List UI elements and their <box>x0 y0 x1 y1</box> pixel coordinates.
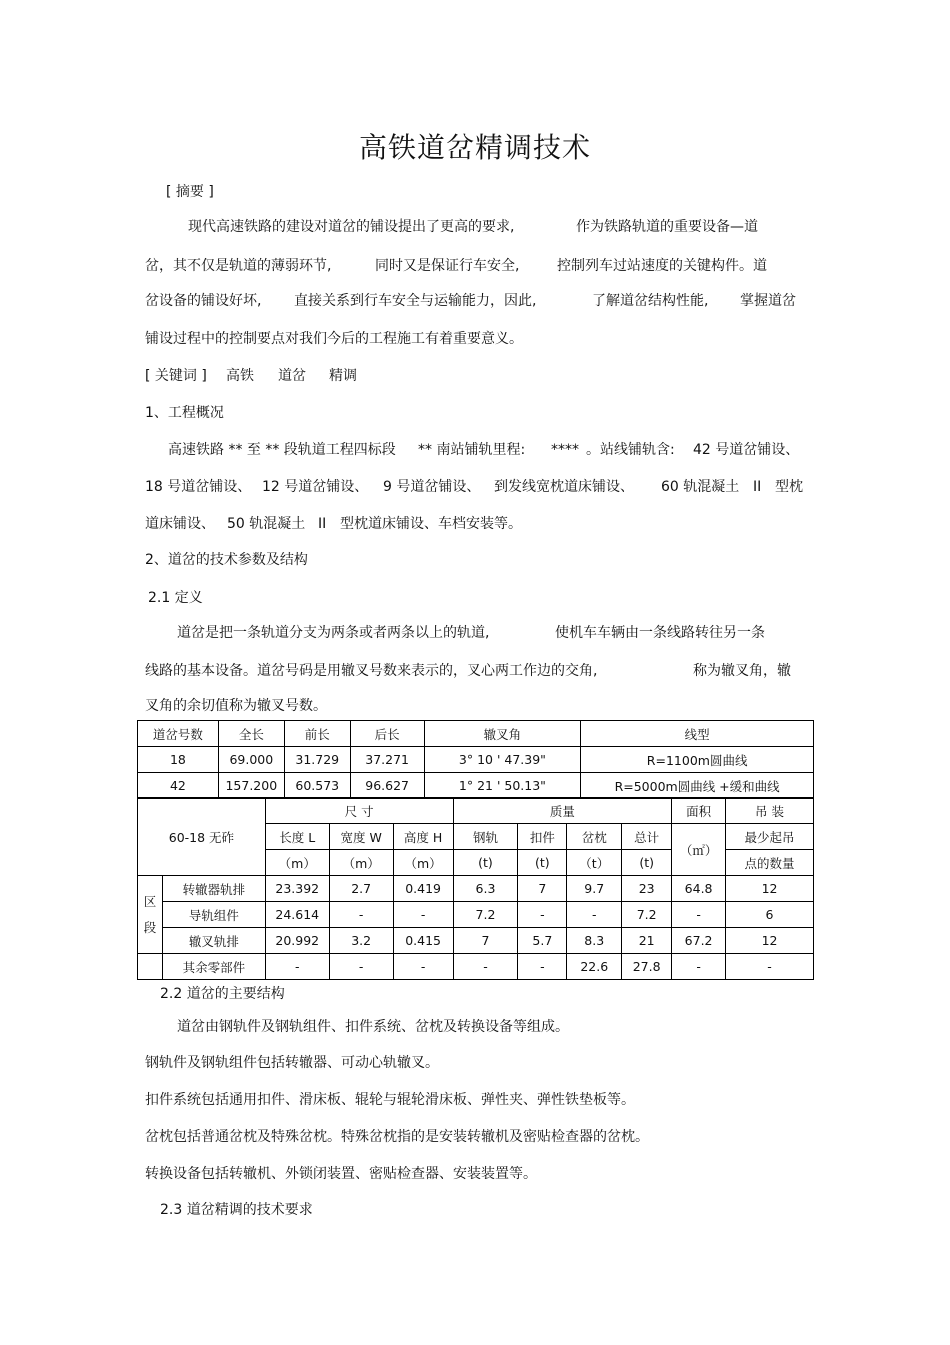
body-text: 型枕 <box>775 479 803 495</box>
table-header-cell: 全长 <box>218 721 284 747</box>
abstract-text: 现代高速铁路的建设对道岔的铺设提出了更高的要求, <box>188 219 515 235</box>
subsection-heading: 2.1 定义 <box>148 590 203 606</box>
table-cell: 导轨组件 <box>162 902 265 928</box>
table-cell: 3° 10 ' 47.39" <box>424 747 581 773</box>
keyword: 道岔 <box>278 368 306 384</box>
body-text: 到发线宽枕道床铺设、 <box>494 479 634 495</box>
table-group-header: 吊 装 <box>726 798 814 824</box>
body-text: 9 号道岔铺设、 <box>383 479 481 495</box>
table-cell: 0.415 <box>393 928 453 954</box>
body-text: 道岔是把一条轨道分支为两条或者两条以上的轨道, <box>177 625 490 641</box>
table-row <box>138 902 814 928</box>
table-unit-cell: （m） <box>329 850 393 876</box>
body-text: 18 号道岔铺设、 <box>145 479 252 495</box>
body-text: 扣件系统包括通用扣件、滑床板、辊轮与辊轮滑床板、弹性夹、弹性铁垫板等。 <box>145 1092 635 1108</box>
table-header-cell: 扣件 <box>518 824 567 850</box>
body-text: II <box>318 516 327 532</box>
table-cell: 23.392 <box>265 876 329 902</box>
table-unit-cell: (t) <box>453 850 518 876</box>
table-unit-cell: （m） <box>265 850 329 876</box>
table-cell: 6 <box>726 902 814 928</box>
table-cell: 3.2 <box>329 928 393 954</box>
table-cell: 24.614 <box>265 902 329 928</box>
table-group-header-row <box>138 798 814 824</box>
abstract-label: [ 摘要 ] <box>166 184 214 200</box>
table-cell: - <box>265 954 329 980</box>
body-text: 道床铺设、 <box>145 516 215 532</box>
document-title: 高铁道岔精调技术 <box>358 131 591 164</box>
body-text: 型枕道床铺设、车档安装等。 <box>340 516 522 532</box>
table-cell: 0.419 <box>393 876 453 902</box>
table-cell: - <box>672 954 726 980</box>
table-group-header: 尺 寸 <box>265 798 453 824</box>
table-header-row <box>138 721 814 747</box>
abstract-text: 控制列车过站速度的关键构件。道 <box>557 258 767 274</box>
abstract-text: 同时又是保证行车安全, <box>375 258 520 274</box>
table-cell <box>138 954 163 980</box>
table-header-cell: （㎡） <box>672 824 726 876</box>
table-header-cell: 线型 <box>581 721 814 747</box>
table-cell: R=1100m圆曲线 <box>581 747 814 773</box>
subsection-heading: 2.3 道岔精调的技术要求 <box>160 1202 313 1218</box>
subsection-heading: 2.2 道岔的主要结构 <box>160 986 285 1002</box>
body-text: 称为辙叉角，辙 <box>693 663 791 679</box>
body-text: 12 号道岔铺设、 <box>262 479 369 495</box>
table-cell: 37.271 <box>350 747 424 773</box>
table-row <box>138 954 814 980</box>
keyword: 精调 <box>329 368 357 384</box>
table-unit-cell: (t) <box>518 850 567 876</box>
body-text: 使机车车辆由一条线路转往另一条 <box>555 625 765 641</box>
table-header-cell: 最少起吊 <box>726 824 814 850</box>
table-cell: 6.3 <box>453 876 518 902</box>
body-text: 钢轨件及钢轨组件包括转辙器、可动心轨辙叉。 <box>145 1055 439 1071</box>
abstract-text: 作为铁路轨道的重要设备—道 <box>576 219 758 235</box>
body-text: 道岔由钢轨件及钢轨组件、扣件系统、岔枕及转换设备等组成。 <box>177 1019 569 1035</box>
table-cell: - <box>453 954 518 980</box>
abstract-text: 掌握道岔 <box>740 293 796 309</box>
table-cell: R=5000m圆曲线 +缓和曲线 <box>581 773 814 799</box>
table-row <box>138 876 814 902</box>
turnout-parameter-table <box>137 720 814 799</box>
table-cell: 5.7 <box>518 928 567 954</box>
table-cell: 7 <box>518 876 567 902</box>
table-header-cell: 道岔号数 <box>138 721 219 747</box>
table-cell: 辙叉轨排 <box>162 928 265 954</box>
table-cell: - <box>726 954 814 980</box>
table-cell: 60.573 <box>284 773 350 799</box>
table-cell: - <box>567 902 622 928</box>
section-label-cell: 区段 <box>138 876 163 954</box>
table-cell: 8.3 <box>567 928 622 954</box>
table-cell: 69.000 <box>218 747 284 773</box>
table-cell: 21 <box>622 928 672 954</box>
abstract-text: 了解道岔结构性能, <box>592 293 709 309</box>
table-cell: 23 <box>622 876 672 902</box>
table-row <box>138 773 814 799</box>
table-cell: 96.627 <box>350 773 424 799</box>
table-cell: - <box>518 954 567 980</box>
keywords-label: [ 关键词 ] <box>145 368 207 384</box>
table-cell: 7.2 <box>622 902 672 928</box>
table-cell: 42 <box>138 773 219 799</box>
table-header-cell: 长度 L <box>265 824 329 850</box>
table-cell: - <box>393 954 453 980</box>
table-unit-cell: (t) <box>622 850 672 876</box>
table-cell: 67.2 <box>672 928 726 954</box>
table-cell: - <box>329 954 393 980</box>
table-unit-cell: （m） <box>393 850 453 876</box>
table-cell: 18 <box>138 747 219 773</box>
body-text: 。站线铺轨含: <box>586 442 675 458</box>
table-cell: 20.992 <box>265 928 329 954</box>
table-cell: 转辙器轨排 <box>162 876 265 902</box>
table-header-cell: 前长 <box>284 721 350 747</box>
table-cell: 其余零部件 <box>162 954 265 980</box>
abstract-text: 铺设过程中的控制要点对我们今后的工程施工有着重要意义。 <box>145 331 523 347</box>
body-text: 42 号道岔铺设、 <box>693 442 800 458</box>
table-unit-cell: （t） <box>567 850 622 876</box>
body-text: II <box>753 479 762 495</box>
body-text: **** <box>551 442 579 458</box>
table-corner-cell: 60-18 无砟 <box>138 798 266 876</box>
table-header-cell: 钢轨 <box>453 824 518 850</box>
table-cell: 22.6 <box>567 954 622 980</box>
body-text: ** 南站铺轨里程: <box>418 442 526 458</box>
abstract-text: 岔，其不仅是轨道的薄弱环节, <box>145 258 332 274</box>
table-cell: - <box>329 902 393 928</box>
table-cell: - <box>393 902 453 928</box>
table-header-cell: 点的数量 <box>726 850 814 876</box>
body-text: 60 轨混凝土 <box>661 479 740 495</box>
abstract-text: 直接关系到行车安全与运输能力，因此, <box>294 293 537 309</box>
body-text: 岔枕包括普通岔枕及特殊岔枕。特殊岔枕指的是安装转辙机及密贴检查器的岔枕。 <box>145 1129 649 1145</box>
table-cell: 7 <box>453 928 518 954</box>
table-cell: 31.729 <box>284 747 350 773</box>
table-group-header: 面积 <box>672 798 726 824</box>
table-header-cell: 宽度 W <box>329 824 393 850</box>
section-heading: 1、工程概况 <box>145 405 224 421</box>
table-cell: - <box>518 902 567 928</box>
table-header-cell: 岔枕 <box>567 824 622 850</box>
table-cell: 64.8 <box>672 876 726 902</box>
table-row <box>138 747 814 773</box>
component-spec-table <box>137 797 814 980</box>
table-cell: 27.8 <box>622 954 672 980</box>
abstract-text: 岔设备的铺设好坏, <box>145 293 262 309</box>
table-header-cell: 后长 <box>350 721 424 747</box>
table-cell: 2.7 <box>329 876 393 902</box>
table-cell: 12 <box>726 876 814 902</box>
table-cell: 9.7 <box>567 876 622 902</box>
body-text: 叉角的余切值称为辙叉号数。 <box>145 698 327 714</box>
section-heading: 2、道岔的技术参数及结构 <box>145 552 308 568</box>
table-cell: 7.2 <box>453 902 518 928</box>
table-cell: 157.200 <box>218 773 284 799</box>
table-cell: 1° 21 ' 50.13" <box>424 773 581 799</box>
table-group-header: 质量 <box>453 798 672 824</box>
table-cell: - <box>672 902 726 928</box>
table-cell: 12 <box>726 928 814 954</box>
body-text: 线路的基本设备。道岔号码是用辙叉号数来表示的，叉心两工作边的交角, <box>145 663 598 679</box>
table-row <box>138 928 814 954</box>
body-text: 高速铁路 ** 至 ** 段轨道工程四标段 <box>168 442 396 458</box>
body-text: 转换设备包括转辙机、外锁闭装置、密贴检查器、安装装置等。 <box>145 1166 537 1182</box>
table-header-cell: 总计 <box>622 824 672 850</box>
keyword: 高铁 <box>226 368 254 384</box>
body-text: 50 轨混凝土 <box>227 516 306 532</box>
table-header-cell: 辙叉角 <box>424 721 581 747</box>
table-header-cell: 高度 H <box>393 824 453 850</box>
